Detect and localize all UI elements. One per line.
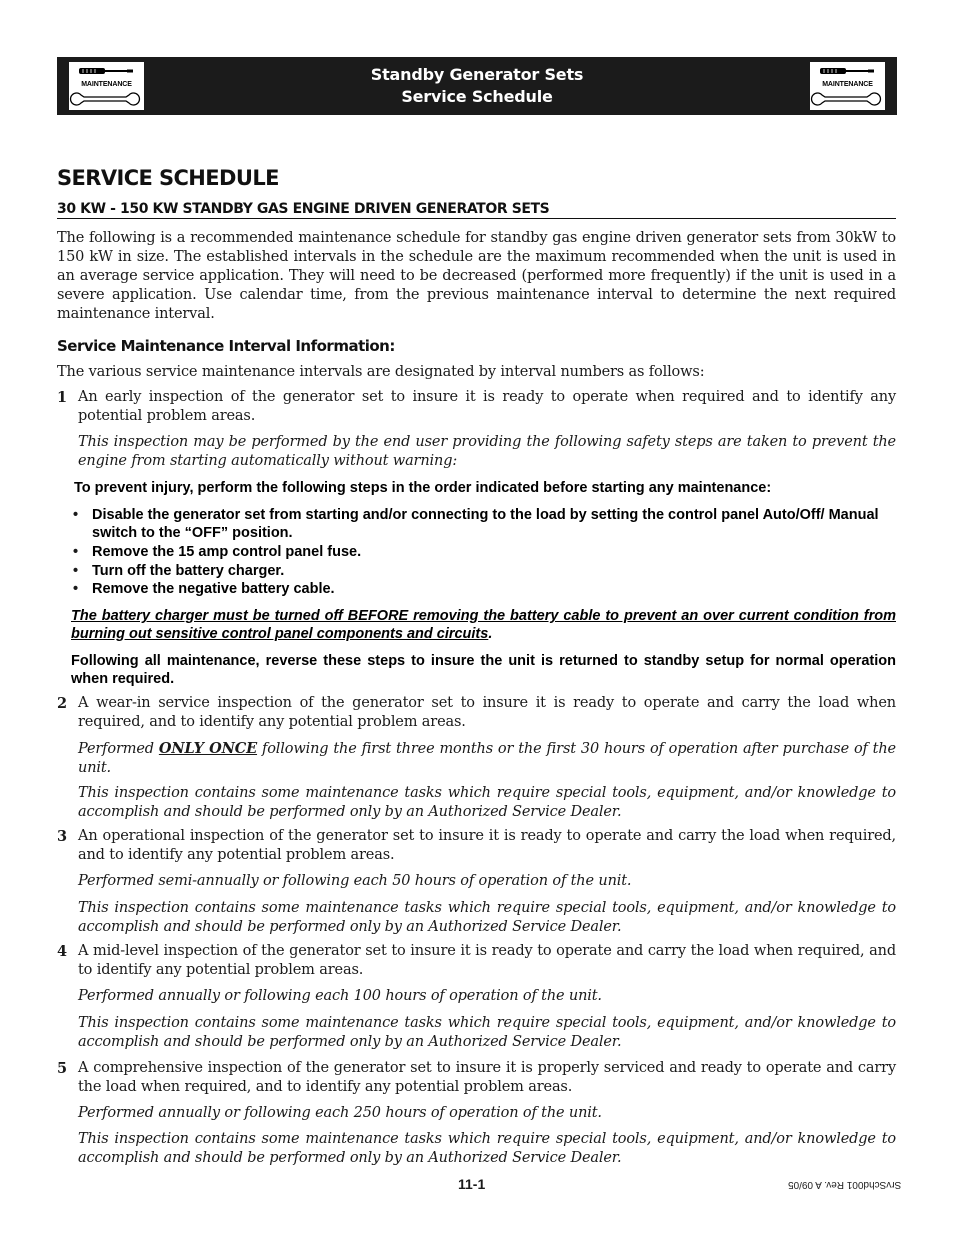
interval-intro: The various service maintenance intervals are designated by interval numbers as follows: <box>57 364 705 380</box>
badge-label-left: MAINTENANCE <box>81 81 132 88</box>
safety-step-4: Remove the negative battery cable. <box>92 581 335 597</box>
item-number-3: 3 <box>57 828 68 845</box>
item-performed-3: Performed semi-annually or following each 50 hours of operation of the unit. <box>78 873 632 889</box>
item-number-2: 2 <box>57 695 68 712</box>
maintenance-badge-right <box>809 61 886 111</box>
item-performed-2 <box>78 739 896 778</box>
item-note-4: This inspection contains some maintenance tasks which require special tools, equipment, and/or knowledge to accomplish and should be performed only by an Authorized Service Dealer. <box>78 1015 896 1050</box>
item-text-1: An early inspection of the generator set to insure it is ready to operate when required and to identify any potential problem areas. <box>78 389 896 424</box>
performed-emphasis: ONLY ONCE <box>158 740 258 757</box>
interval-heading: Service Maintenance Interval Information: <box>57 337 395 355</box>
document-code: SrvSchd001 Rev. A 09/05 <box>788 1179 902 1190</box>
header-title <box>57 64 897 108</box>
performed-suffix: following the first three months or the first 30 hours of operation after purchase of the unit. <box>78 741 896 776</box>
safety-caution-text: The battery charger must be turned off BEFORE removing the battery cable to prevent an over current condition from burning out sensitive control panel components and circuits <box>71 608 896 642</box>
page-header <box>57 57 897 115</box>
item-note-2: This inspection contains some maintenance tasks which require special tools, equipment, and/or knowledge to accomplish and should be performed only by an Authorized Service Dealer. <box>78 785 896 820</box>
performed-prefix: Performed <box>78 741 154 757</box>
bullet-dot: • <box>73 563 79 579</box>
item-note-5: This inspection contains some maintenance tasks which require special tools, equipment, and/or knowledge to accomplish and should be performed only by an Authorized Service Dealer. <box>78 1131 896 1166</box>
header-title-line1: Standby Generator Sets <box>370 65 584 84</box>
item-number-4: 4 <box>57 943 68 960</box>
item-note-1: This inspection may be performed by the end user providing the following safety steps are taken to prevent the engine from starting automatically without warning: <box>78 434 896 469</box>
item-performed-4: Performed annually or following each 100 hours of operation of the unit. <box>78 988 602 1004</box>
item-text-4: A mid-level inspection of the generator set to insure it is ready to operate and carry the load when required, and to identify any potential problem areas. <box>78 943 896 978</box>
item-note-3: This inspection contains some maintenance tasks which require special tools, equipment, and/or knowledge to accomplish and should be performed only by an Authorized Service Dealer. <box>78 900 896 935</box>
safety-step-2: Remove the 15 amp control panel fuse. <box>92 544 362 560</box>
safety-step-3: Turn off the battery charger. <box>92 563 285 579</box>
bullet-dot: • <box>73 544 79 560</box>
item-text-2: A wear-in service inspection of the generator set to insure it is ready to operate and carry the load when required, and to identify any potential problem areas. <box>78 695 896 730</box>
safety-step-1: Disable the generator set from starting and/or connecting to the load by setting the control panel Auto/Off/ Manual switch to the “OFF” position. <box>92 507 879 541</box>
page-number: 11-1 <box>458 1176 486 1192</box>
item-number-5: 5 <box>57 1060 68 1077</box>
intro-paragraph: The following is a recommended maintenance schedule for standby gas engine driven generator sets from 30kW to 150 kW in size. The established intervals in the schedule are the maximum recommended when the unit is used in an average service application. They will need to be decreased (performed more frequently) if the unit is used in a severe application. Use calendar time, from the previous maintenance interval to determine the next required maintenance interval. <box>57 230 896 322</box>
item-performed-5: Performed annually or following each 250 hours of operation of the unit. <box>78 1105 602 1121</box>
bullet-dot: • <box>73 507 79 523</box>
section-subheading: 30 KW - 150 KW STANDBY GAS ENGINE DRIVEN GENERATOR SETS <box>57 201 896 219</box>
header-title-line2: Service Schedule <box>401 87 553 106</box>
item-number-1: 1 <box>57 389 68 406</box>
page-title: SERVICE SCHEDULE <box>57 166 279 190</box>
bullet-dot: • <box>73 581 79 597</box>
safety-following: Following all maintenance, reverse these steps to insure the unit is returned to standby setup for normal operation when required. <box>71 653 896 687</box>
badge-label-right: MAINTENANCE <box>822 81 873 88</box>
safety-warning: To prevent injury, perform the following steps in the order indicated before starting any maintenance: <box>74 480 772 496</box>
safety-caution <box>71 607 896 643</box>
item-text-5: A comprehensive inspection of the generator set to insure it is properly serviced and ready to operate and carry the load when required, and to identify any potential problem areas. <box>78 1060 896 1095</box>
item-text-3: An operational inspection of the generator set to insure it is ready to operate and carry the load when required, and to identify any potential problem areas. <box>78 828 896 863</box>
safety-caution-end: . <box>488 626 493 642</box>
